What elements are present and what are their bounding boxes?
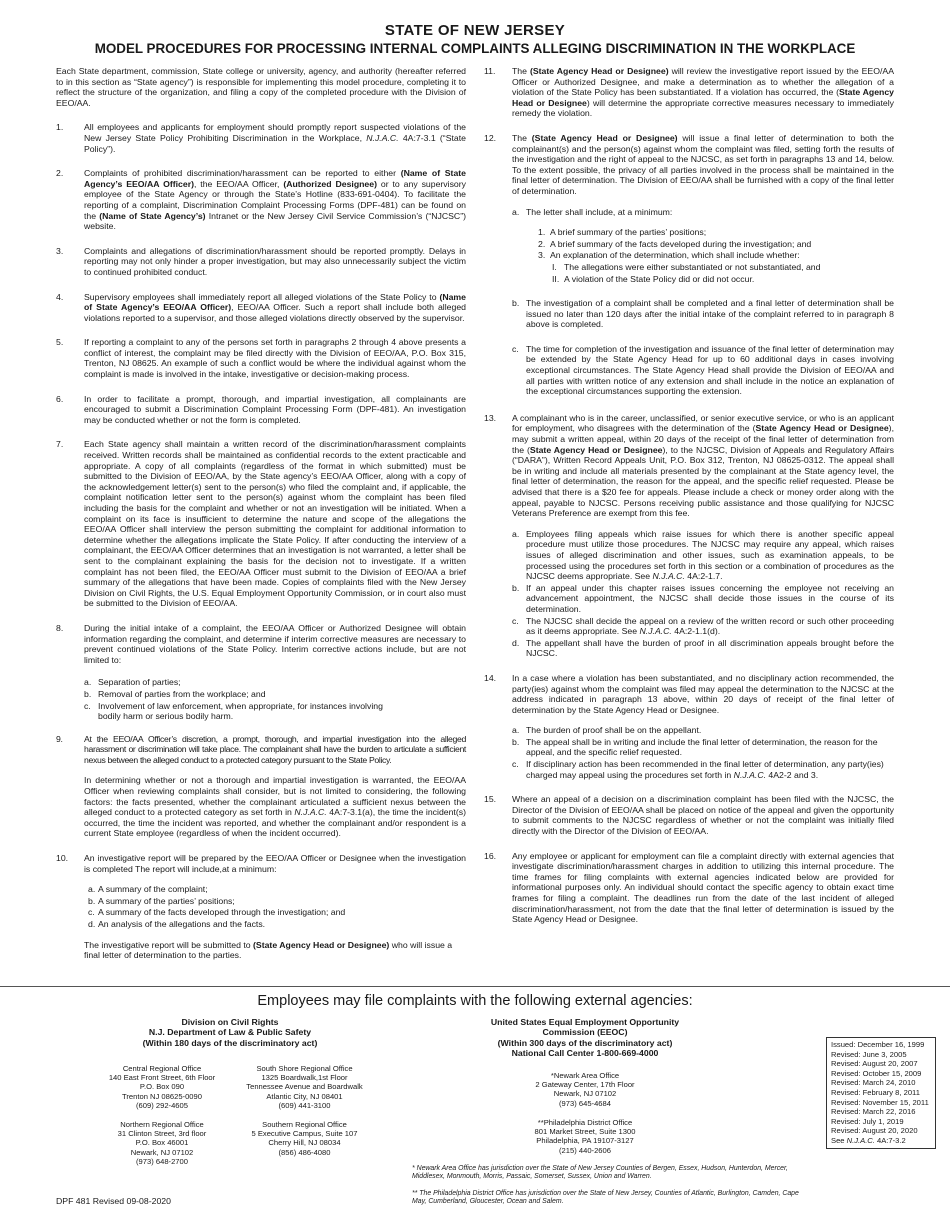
paragraph-11 — [484, 66, 894, 119]
placeholder-name: State Agency Head or Designee — [512, 87, 894, 108]
list-label: a. — [88, 884, 96, 895]
placeholder-name: (Name of State Agency’s) — [99, 210, 206, 221]
list-text: An explanation of the determination, which shall include whether: — [550, 250, 800, 261]
list-text: A brief summary of the facts developed during the investigation; and — [550, 238, 812, 249]
paragraph-text: ) will determine the appropriate corrective measures necessary to immediately remedy the violation. — [512, 97, 895, 119]
document-subtitle: MODEL PROCEDURES FOR PROCESSING INTERNAL COMPLAINTS ALLEGING DISCRIMINATION IN THE WORKPLACE — [94, 41, 856, 56]
office-phone: (609) 292-4605 — [136, 1100, 188, 1110]
paragraph-text: or to any supervisory employee of the State Agency or through the State’s Hotline (833-691-0404). To facilitate the reporting of a complaint, Discrimination Complaint Processing Forms (DPF-481) can be found on the — [84, 178, 466, 221]
list-label: c. — [512, 343, 519, 354]
paragraph-text: Supervisory employees shall immediately report all alleged violations of the State Policy to — [84, 291, 440, 302]
letter-contents — [512, 207, 894, 218]
section-divider — [0, 986, 950, 987]
list-text: A summary of the parties’ positions; — [98, 895, 235, 906]
placeholder-name: (Authorized Designee) — [283, 178, 377, 189]
paragraph-text: Any employee or applicant for employment can file a complaint directly with external agencies that investigate discrimination/harassment charges in addition to utilizing this internal procedure. The time frames for filing complaints with external agencies indicated below are provided for informational purposes only. An individual should contact the specific agency to obtain exact time frames for filing a complaint. The deadlines run from the date of the last incident of alleged discrimination/harassment, not from the date that the final letter of determination is issued by the State Agency Head or Designee. — [512, 850, 894, 925]
list-label: 3. — [538, 250, 546, 261]
newark-jurisdiction-note: * Newark Area Office has jurisdiction over the State of New Jersey Counties of Bergen, Essex, Hudson, Hunterdon, Mercer, Middlesex, Monmouth, Morris, Passaic, Somerset, Sussex, Union and Warren. — [412, 1165, 788, 1181]
paragraph-number: 16. — [484, 850, 497, 861]
agency-name: Commission (EEOC) — [542, 1027, 628, 1038]
paragraph-text: 4A:7-3.1(a), the time the incident(s) occurred, the time the incident was reported, and whether the complainant and/or respondent is a current State employee (regardless of when the incident occurred). — [84, 807, 466, 839]
revision-line: Revised: August 20, 2020 — [831, 1126, 918, 1136]
list-text: 4A:2-1.7. — [684, 571, 723, 582]
paragraph-12 — [484, 133, 894, 197]
office-address: 2 Gateway Center, 17th Floor — [535, 1080, 635, 1090]
agency-deadline: (Within 300 days of the discriminatory act) — [497, 1037, 673, 1048]
paragraph-text: Intranet or the New Jersey Civil Service Commission’s (“NJCSC”) website. — [84, 210, 466, 232]
revision-line: Revised: March 22, 2016 — [831, 1107, 916, 1117]
office-address: P.O. Box 090 — [139, 1082, 185, 1092]
paragraph-text: who will issue a final letter of determination to the parties. — [84, 939, 453, 961]
list-text: The appeal shall be in writing and include the final letter of determination, the reason for the appeal, and the specific relief requested. — [526, 736, 878, 758]
list-item — [88, 919, 466, 930]
list-item — [552, 262, 894, 273]
office-address: Tennessee Avenue and Boardwalk — [246, 1082, 363, 1092]
list-label: a. — [512, 206, 520, 217]
list-text: The letter shall include, at a minimum: — [526, 206, 673, 217]
paragraph-text: will review the investigative report issued by the EEO/AA Officer or Authorized Designee, and make a determination as to whether the allegation of a violation of the State Policy has been substantiated. If a violation has occurred, the ( — [512, 66, 894, 98]
list-label: c. — [512, 759, 519, 770]
paragraph-text: In determining whether or not a thorough and impartial investigation is warranted, the EEO/AA Officer when reviewing complaints shall consider, but is not limited to considering, the following factors: the facts presented, whether the complainant articulated a sufficient nexus between the alleged conduct to a protected category as set forth in — [84, 775, 466, 818]
list-text: Employees filing appeals which raise issues for which there is another specific appeal procedure must utilize those procedures. The NJCSC may require any appeal, which raises issues of alleged discrimination and other issues, such as examination appeals, to be processed using the procedures set forth in this section or a combination of procedures as the NJCSC deems appropriate. See — [526, 528, 894, 582]
citation: N.J.A.C. — [366, 132, 399, 143]
paragraph-number: 1. — [56, 122, 64, 133]
revision-line: Revised: November 15, 2011 — [831, 1097, 929, 1107]
paragraph-number: 7. — [56, 439, 64, 450]
paragraph-15 — [484, 794, 894, 836]
south-shore-regional-office — [232, 1064, 377, 1110]
list-text: An analysis of the allegations and the facts. — [98, 919, 266, 929]
agency-deadline: (Within 180 days of the discriminatory act) — [142, 1037, 318, 1048]
placeholder-name: (State Agency Head or Designee) — [531, 132, 678, 143]
list-label: b. — [84, 688, 92, 699]
office-phone: (973) 645-4684 — [559, 1098, 611, 1108]
paragraph-number: 9. — [56, 733, 63, 744]
list-item — [512, 298, 894, 330]
list-text: Removal of parties from the workplace; and — [98, 688, 266, 699]
list-text: Involvement of law enforcement, when appropriate, for instances involving bodily harm or serious bodily harm. — [98, 700, 383, 722]
revision-line: Revised: March 24, 2010 — [831, 1078, 916, 1088]
list-label: a. — [512, 725, 520, 736]
paragraph-text: will issue a final letter of determination to both the complainant(s) and the person(s) against whom the complaint was filed, setting forth the results of the investigation and the right of appeal to the NJCSC, as set forth in paragraphs 13 and 14, below. To the extent possible, the privacy of all parties involved in the process shall be maintained in the final letter of determination. The Division of EEO/AA shall be furnished with a copy of the final letter of determination. — [512, 132, 894, 196]
paragraph-text: The investigative report will be submitted to — [84, 939, 254, 950]
paragraph-text: Complaints of prohibited discrimination/harassment can be reported to either — [84, 168, 401, 179]
placeholder-name: (State Agency Head or Designee) — [253, 939, 390, 950]
placeholder-name: (Name of State Agency’s EEO/AA Officer) — [84, 291, 466, 313]
list-label: d. — [512, 637, 520, 648]
paragraph-13 — [484, 413, 894, 519]
paragraph-text: The — [512, 132, 532, 143]
list-item — [88, 884, 466, 895]
list-text: A violation of the State Policy did or did not occur. — [564, 273, 755, 284]
paragraph-number: 15. — [484, 794, 497, 805]
citation: N.J.A.C. — [294, 807, 327, 818]
revision-line: Revised: August 20, 2007 — [831, 1059, 918, 1069]
paragraph-12-subitems — [512, 298, 894, 397]
office-address: Philadelphia, PA 19107-3127 — [536, 1136, 634, 1146]
list-item — [538, 250, 894, 261]
list-item — [88, 907, 466, 918]
list-label: c. — [512, 615, 519, 626]
citation: N.J.A.C. — [652, 571, 685, 582]
revision-line: Revised: June 3, 2005 — [831, 1049, 907, 1059]
paragraph-16 — [484, 851, 894, 925]
list-text: The appellant shall have the burden of proof in all discrimination appeals brought before the NJCSC. — [526, 637, 894, 659]
roman-list — [552, 262, 894, 284]
paragraph-text: Where an appeal of a decision on a discrimination complaint has been filed with the NJCSC, the Director of the Division of EEO/AA shall be placed on notice of the appeal and given the opportunity to submit comments to the NJCSC regardless of whether or not the complaint was initially filed directly with the Director of the Division of EEO/AA. — [512, 794, 895, 837]
paragraph-4 — [56, 292, 466, 324]
list-text: The allegations were either substantiated or not substantiated, and — [564, 261, 821, 272]
list-item — [512, 638, 894, 659]
paragraph-text: 4A:7-3.1 (“State Policy”). — [84, 132, 466, 154]
paragraph-8 — [56, 623, 466, 665]
paragraph-text: Complaints and allegations of discrimination/harassment should be reported promptly. Delays in reporting may not only hinder a proper investigation, but may also unnecessarily subject the victim to continued prohibited conduct. — [84, 245, 466, 277]
list-item — [538, 227, 894, 238]
list-text: A summary of the complaint; — [98, 884, 208, 895]
list-text: The burden of proof shall be on the appellant. — [526, 725, 702, 736]
nested-list — [538, 227, 894, 284]
revision-text: See — [831, 1135, 847, 1145]
list-item — [512, 616, 894, 637]
list-item — [552, 274, 894, 285]
agencies-heading: Employees may file complaints with the following external agencies: — [257, 993, 693, 1009]
left-column — [56, 66, 466, 969]
eeoc-heading — [460, 1017, 710, 1059]
placeholder-name: State Agency Head or Designee — [755, 423, 889, 434]
paragraph-text: At the EEO/AA Officer’s discretion, a prompt, thorough, and impartial investigation into the alleged harassment or discrimination will take place. The complainant shall have the burden to articulate a sufficient nexus between the alleged conduct to a protected category pursuant to the State Policy. — [84, 733, 466, 765]
office-address: Newark, NJ 07102 — [130, 1147, 194, 1157]
list-label: a. — [512, 528, 520, 539]
paragraph-text: If reporting a complaint to any of the persons set forth in paragraphs 2 through 4 above presents a conflict of interest, the complaint may be filed directly with the Division of EEO/AA, P.O. Box 315, Trenton, NJ 08625. An example of such a conflict would be where the individual against whom the complaint is made is involved in the intake, investigative or decision-making process. — [84, 337, 466, 380]
list-label: b. — [88, 895, 96, 906]
list-item — [538, 239, 894, 250]
paragraph-number: 3. — [56, 245, 64, 256]
paragraph-text: Each State agency shall maintain a written record of the discrimination/harassment complaints received. Written records shall be maintained as confidential records to the extent practicable and appropriate. A copy of all complaints (regardless of the format in which submitted) must be submitted to the Division of EEO/AA, by the State agency’s EEO/AA Officer, along with a copy of the acknowledgement letter(s) sent to the person(s) who filed the complaint and, if applicable, the complaint notification letter sent to the person(s) against whom the complaint has been filed including the basis for the complaint and whether or not an investigation will be initiated. When a complaint on its face is insufficient to determine the nature and scope of the allegations the EEO/AA Officer shall interview the person submitting the complaint for additional information to determine whether the allegations implicate the State Policy. If after conducting the interview of a complainant, the EEO/AA Officer determines that an investigation is not warranted, a letter shall be sent to the complainant explaining the basis for the decision not to investigate. If a written complaint has not been filed, the EEO/AA Officer must submit to the Division of EEO/AA a brief summary of the allegations that have been made. Copies of complaints filed with the New Jersey Division on Civil Rights, the U.S. Equal Employment Opportunity Commission, or in court also must be submitted to the Division of EEO/AA. — [84, 439, 466, 609]
office-name: Central Regional Office — [122, 1064, 202, 1073]
list-label: c. — [88, 907, 95, 918]
paragraph-number: 2. — [56, 168, 64, 179]
list-text: A brief summary of the parties’ positions; — [550, 227, 707, 238]
paragraph-14-subitems — [512, 725, 894, 780]
paragraph-text: , the EEO/AA Officer, — [193, 178, 284, 189]
list-label: II. — [552, 273, 560, 284]
office-address: 5 Executive Campus, Suite 107 — [251, 1129, 358, 1139]
list-text: A summary of the facts developed through the investigation; and — [98, 907, 346, 918]
placeholder-name: (Name of State Agency’s EEO/AA Officer) — [84, 168, 466, 189]
office-phone: (856) 486-4080 — [278, 1147, 331, 1157]
list-item — [512, 759, 894, 780]
list-text: If disciplinary action has been recommended in the final letter of determination, any party(ies) charged may appeal using the procedures set forth in — [526, 759, 884, 780]
list-text: 4A2-2 and 3. — [766, 769, 819, 780]
right-column — [484, 66, 894, 939]
office-address: P.O. Box 46001 — [135, 1138, 189, 1148]
paragraph-1 — [56, 122, 466, 154]
paragraph-number: 14. — [484, 672, 497, 683]
office-address: 1325 Boardwalk,1st Floor — [261, 1073, 348, 1083]
paragraph-9-continued — [84, 775, 466, 839]
office-address: 31 Clinton Street, 3rd floor — [117, 1129, 207, 1139]
list-label: I. — [552, 261, 557, 272]
paragraph-text: The — [512, 66, 530, 76]
report-contents-list — [88, 884, 466, 929]
office-phone: (215) 440-2606 — [559, 1145, 611, 1155]
list-item — [84, 689, 384, 700]
paragraph-text: ), may submit a written appeal, within 20 days of the receipt of the final letter of determination from the ( — [512, 423, 894, 455]
revision-text: 4A:7-3.2 — [874, 1135, 906, 1145]
list-item — [512, 344, 894, 397]
list-label: b. — [512, 298, 520, 309]
list-label: 1. — [538, 227, 546, 238]
paragraph-text: In order to facilitate a prompt, thorough, and impartial investigation, all complainants are encouraged to submit a Discrimination Complaint Processing Form (DPF-481). An investigation may be conducted whether or not the form is completed. — [84, 393, 466, 425]
paragraph-10-continued — [84, 940, 454, 961]
agency-name: United States Equal Employment Opportunity — [490, 1017, 680, 1027]
paragraph-number: 10. — [56, 853, 69, 864]
paragraph-number: 8. — [56, 622, 64, 633]
agency-phone: National Call Center 1-800-669-4000 — [511, 1048, 659, 1059]
paragraph-10 — [56, 853, 466, 874]
intro-paragraph: Each State department, commission, State college or university, agency, and authority (hereafter referred to in this section as “State agency”) is responsible for implementing this model procedure, completing it to reflect the structure of the organization, and filing a copy of the completed procedure with the Division of EEO/AA. — [56, 66, 466, 108]
paragraph-text: An investigative report will be prepared by the EEO/AA Officer or Designee when the investigation is completed The report will include,at a minimum: — [84, 853, 466, 874]
paragraph-number: 4. — [56, 291, 64, 302]
list-item — [88, 896, 466, 907]
form-footer: DPF 481 Revised 09-08-2020 — [56, 1196, 171, 1206]
list-label: d. — [88, 919, 96, 929]
list-item — [512, 737, 894, 758]
revision-citation — [831, 1136, 931, 1146]
office-name: South Shore Regional Office — [256, 1064, 353, 1073]
northern-regional-office — [92, 1120, 232, 1166]
paragraph-number: 6. — [56, 393, 64, 404]
list-text: The NJCSC shall decide the appeal on a review of the written record or such other proceeding as it deems appropriate. See — [526, 615, 894, 637]
office-phone: (609) 441-3100 — [278, 1100, 331, 1110]
paragraph-13-subitems — [512, 529, 894, 659]
paragraph-14 — [484, 673, 894, 715]
list-item — [512, 529, 894, 582]
paragraph-3 — [56, 246, 466, 278]
list-item — [84, 677, 384, 688]
office-name: Northern Regional Office — [120, 1120, 204, 1129]
list-text: Separation of parties; — [98, 677, 181, 688]
list-label: b. — [512, 736, 520, 747]
office-address: Trenton NJ 08625-0090 — [122, 1091, 202, 1101]
citation: N.J.A.C. — [846, 1135, 875, 1145]
paragraph-text: , EEO/AA Officer. Such a report shall include both alleged violations reported to a supervisor, and those alleged violations directly observed by the supervisor. — [84, 302, 466, 323]
list-text: If an appeal under this chapter raises issues concerning the employee not receiving an advancement appointment, the NJCSC shall decide those issues in the course of its determination. — [526, 582, 894, 614]
placeholder-name: State Agency Head or Designee — [529, 444, 663, 455]
paragraph-number: 12. — [484, 132, 497, 143]
office-address: Cherry Hill, NJ 08034 — [268, 1138, 341, 1148]
list-text: The investigation of a complaint shall be completed and a final letter of determination shall be issued no later than 120 days after the initial intake of the complaint referred to in paragraph 8 above is completed. — [526, 298, 894, 330]
list-item — [512, 725, 894, 736]
agency-department: N.J. Department of Law & Public Safety — [148, 1027, 312, 1038]
office-address: 140 East Front Street, 6th Floor — [108, 1073, 216, 1083]
office-name: **Philadelphia District Office — [537, 1118, 633, 1127]
list-text: 4A:2-1.1(d). — [671, 626, 721, 637]
southern-regional-office — [232, 1120, 377, 1157]
list-label: a. — [84, 677, 92, 688]
paragraph-text: In a case where a violation has been substantiated, and no disciplinary action recommended, the party(ies) against whom the complaint was filed may appeal the determination to the NJCSC at the address indicated in paragraph 13 above, within 20 days of receipt of the final letter of determination by the State Agency Head or Designee. — [512, 672, 894, 715]
list-item — [84, 701, 384, 722]
philadelphia-jurisdiction-note: ** The Philadelphia District Office has jurisdiction over the State of New Jersey, Counties of Atlantic, Burlington, Camden, Cape May, Cumberland, Gloucester, Ocean and Salem. — [412, 1190, 799, 1206]
list-item — [512, 583, 894, 615]
revision-line: Revised: October 15, 2009 — [831, 1068, 922, 1078]
agency-name: Division on Civil Rights — [181, 1017, 279, 1027]
revision-line: Issued: December 16, 1999 — [831, 1040, 925, 1049]
office-address: Newark, NJ 07102 — [553, 1089, 617, 1099]
revision-line: Revised: February 8, 2011 — [831, 1087, 920, 1097]
paragraph-9 — [56, 734, 466, 766]
paragraph-2 — [56, 168, 466, 232]
revision-line: Revised: July 1, 2019 — [831, 1116, 904, 1126]
office-address: Atlantic City, NJ 08401 — [266, 1091, 343, 1101]
paragraph-number: 13. — [484, 412, 497, 423]
list-label: c. — [84, 700, 91, 711]
document-title: STATE OF NEW JERSEY — [384, 22, 566, 39]
paragraph-5 — [56, 337, 466, 379]
paragraph-7 — [56, 439, 466, 609]
placeholder-name: (State Agency Head or Designee) — [529, 66, 669, 76]
paragraph-text: ), to the NJCSC, Division of Appeals and Regulatory Affairs (“DARA”), Written Record Appeals Unit, P.O. Box 312, Trenton, NJ 08625-0312. The appeal shall be in writing and include all materials presented by the complainant at the State agency level, the final letter of determination, the reason for the appeal, and the specific relief requested. Please be advised that there is a $20 fee for appeals. Please include a check or money order along with the appeal, payable to NJCSC. Persons receiving public assistance and those qualifying for NJCSC Veterans Preference are exempt from this fee. — [512, 444, 894, 519]
newark-area-office — [500, 1071, 670, 1108]
citation: N.J.A.C. — [639, 626, 672, 637]
paragraph-text: A complainant who is in the career, unclassified, or senior executive service, or who is an applicant for employment, who disagrees with the determination of the ( — [512, 412, 894, 434]
list-label: 2. — [538, 238, 546, 249]
paragraph-text: All employees and applicants for employment should promptly report suspected violations of the New Jersey State Policy Prohibiting Discrimination in the Workplace, — [84, 122, 466, 143]
dcr-heading — [110, 1017, 350, 1048]
office-phone: (973) 648-2700 — [136, 1156, 188, 1166]
revision-history-box — [826, 1037, 936, 1149]
list-label: b. — [512, 582, 520, 593]
office-name: Southern Regional Office — [262, 1120, 347, 1129]
list-item — [512, 207, 894, 218]
interim-actions-list — [84, 677, 384, 721]
paragraph-number: 5. — [56, 337, 64, 348]
citation: N.J.A.C. — [733, 769, 767, 780]
paragraph-number: 11. — [484, 66, 496, 76]
paragraph-text: During the initial intake of a complaint, the EEO/AA Officer or Authorized Designee will obtain information regarding the complaint, and determine if interim corrective measures are necessary to prevent continued violations of the State Policy. Interim corrective actions include, but are not limited to: — [84, 622, 466, 665]
office-name: *Newark Area Office — [550, 1071, 620, 1080]
paragraph-6 — [56, 394, 466, 426]
list-text: The time for completion of the investigation and issuance of the final letter of determination may be extended by the State Agency Head for up to 60 additional days in cases involving exceptional circumstances. The State Agency Head shall provide the Division of EEO/AA and all parties with written notice of any extension and shall include in the notice an explanation of the exceptional circumstances supporting the extension. — [526, 343, 894, 397]
philadelphia-district-office — [500, 1118, 670, 1155]
central-regional-office — [92, 1064, 232, 1110]
office-address: 801 Market Street, Suite 1300 — [534, 1127, 636, 1137]
